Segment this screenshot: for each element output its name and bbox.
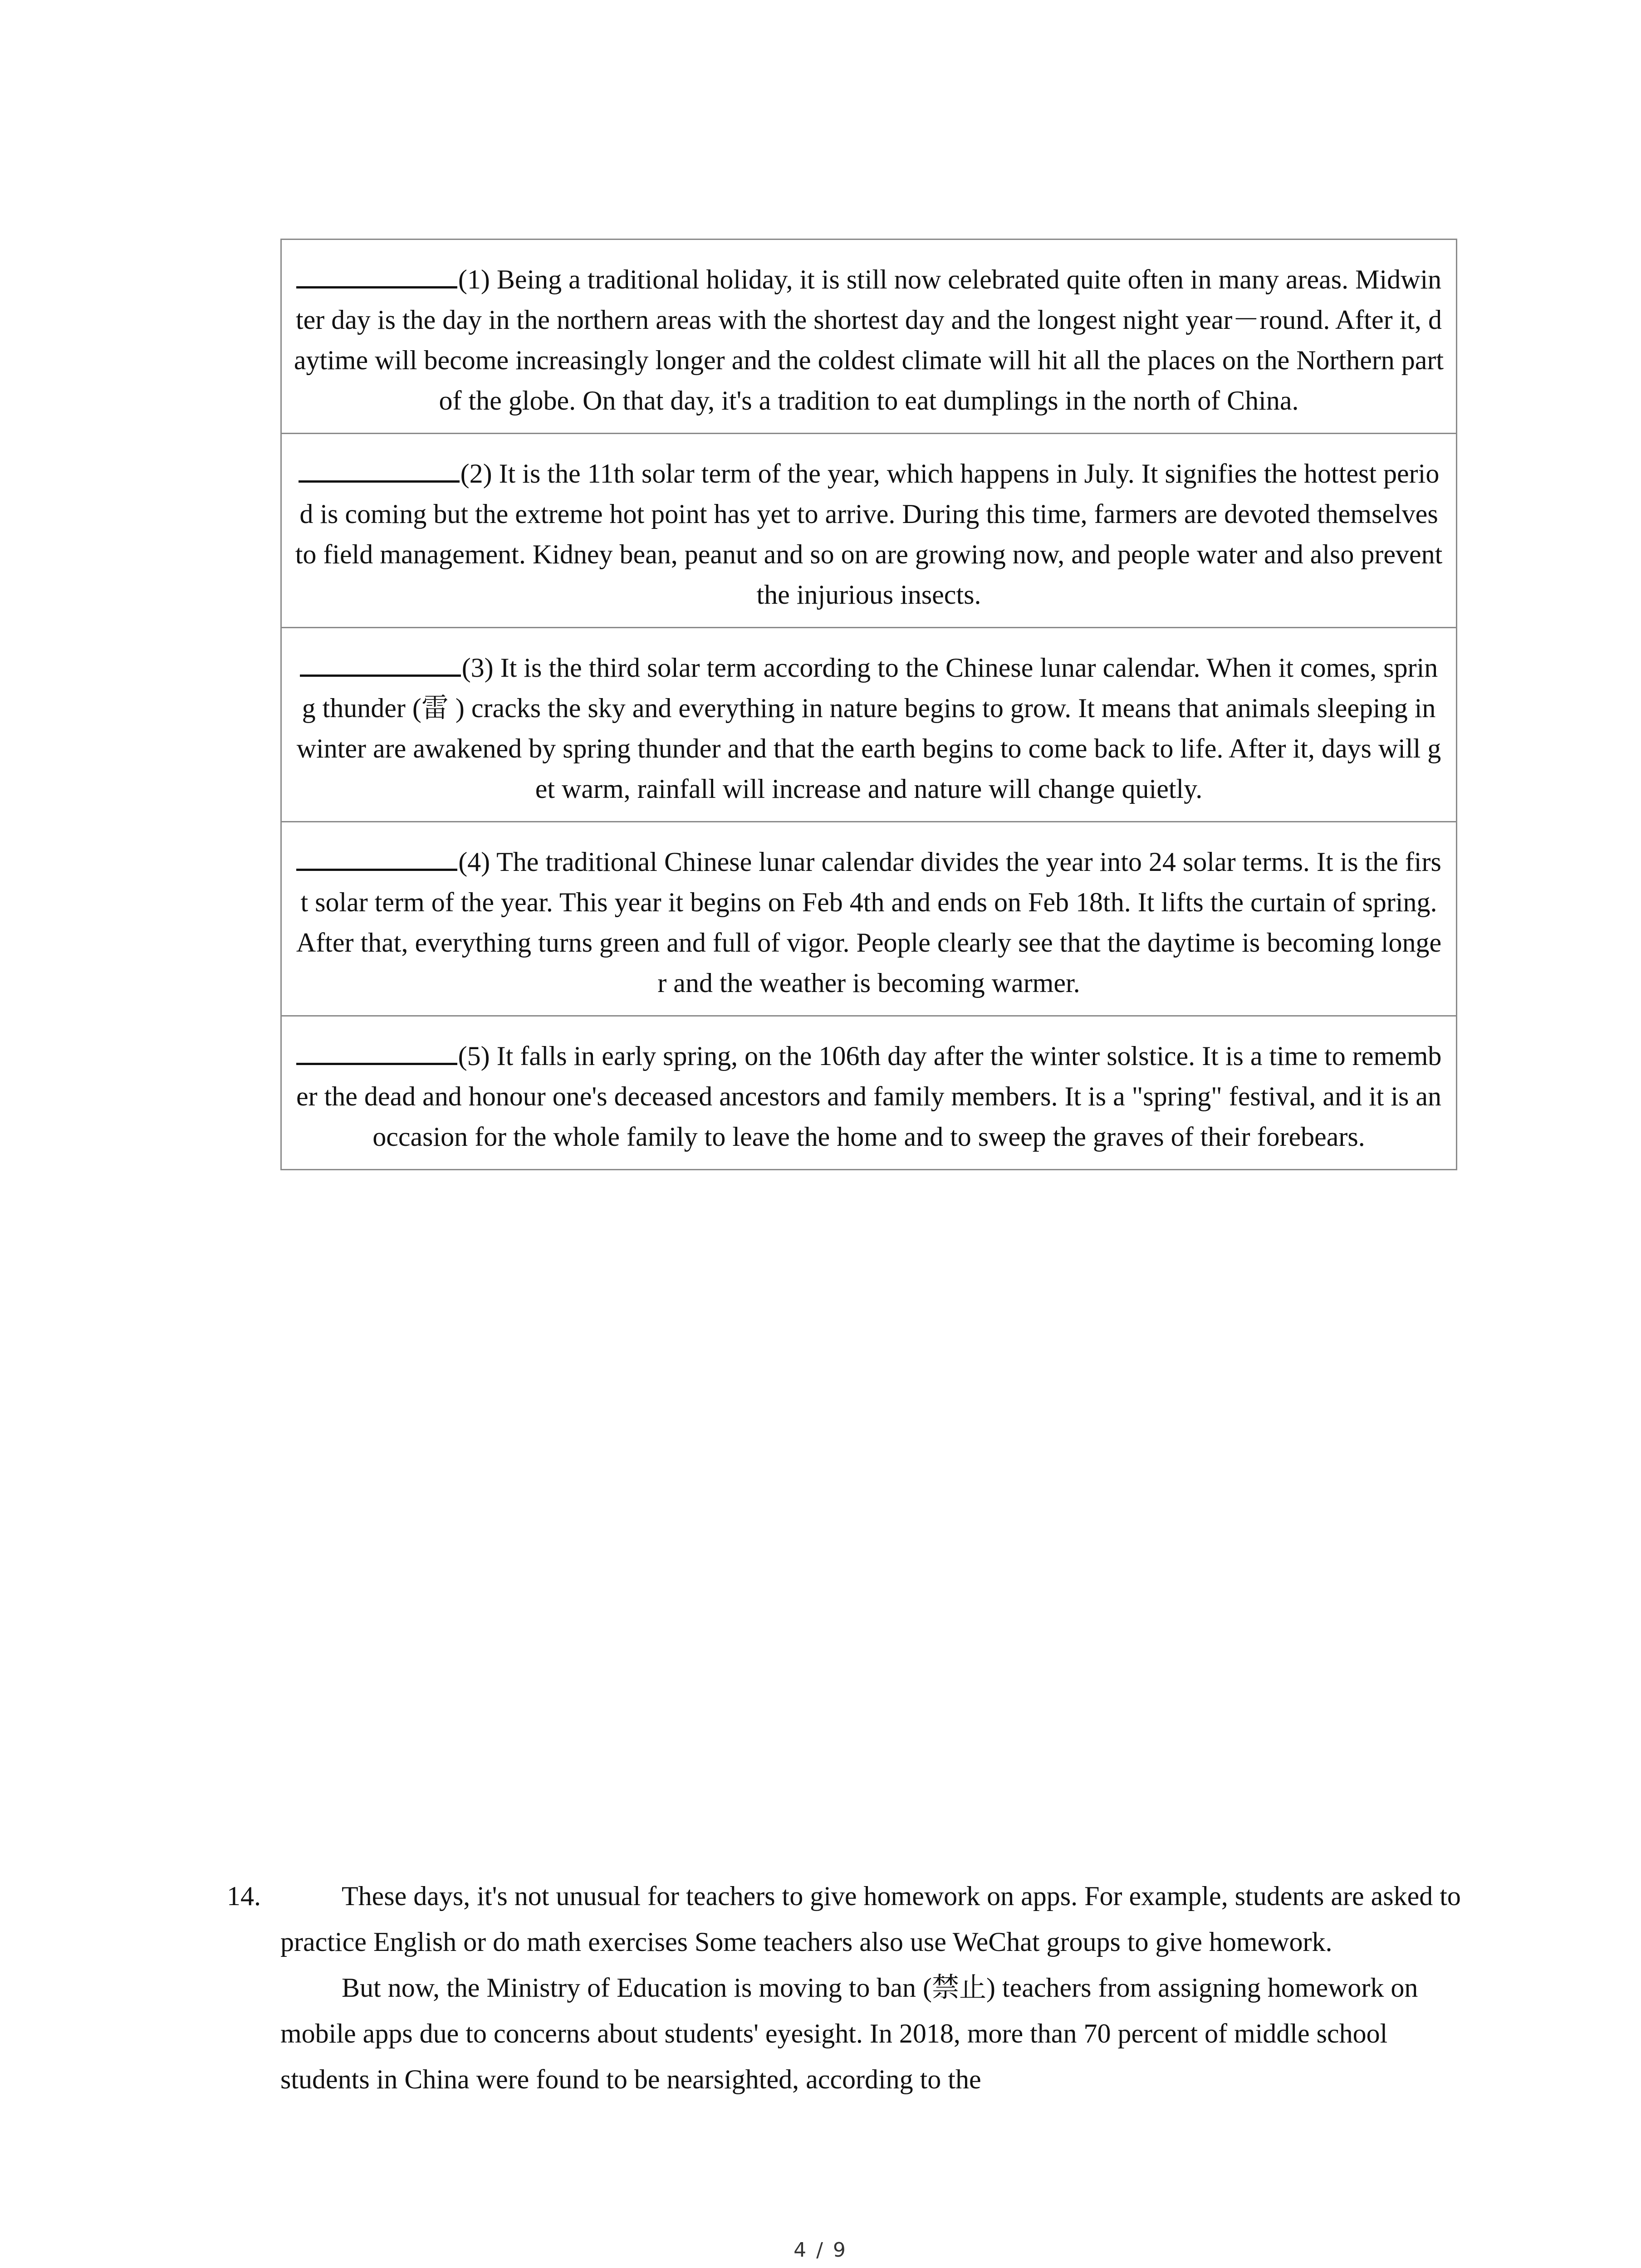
passage-cell <box>281 1016 1457 1170</box>
answer-blank[interactable] <box>299 452 460 483</box>
passage-text: (4) The traditional Chinese lunar calendar divides the year into 24 solar terms. It is the first solar term of the year. This year it begins on Feb 4th and ends on Feb 18th. It lifts the curtain of spring. After that, everything turns green and full of vigor. People clearly see that the daytime is becoming longer and the weather is becoming warmer. <box>296 847 1442 998</box>
solar-terms-table <box>280 239 1457 1170</box>
page-number: 4 / 9 <box>794 2239 847 2262</box>
passage-text: (1) Being a traditional holiday, it is still now celebrated quite often in many areas. Midwinter day is the day in the northern areas with the shortest day and the longest night year－round. After it, daytime will become increasingly longer and the coldest climate will hit all the places on the Northern part of the globe. On that day, it's a tradition to eat dumplings in the north of China. <box>294 264 1444 415</box>
answer-blank[interactable] <box>296 1035 457 1065</box>
answer-blank[interactable] <box>300 646 461 677</box>
question-paragraph: These days, it's not unusual for teachers to give homework on apps. For example, students are asked to practice English or do math exercises Some teachers also use WeChat groups to give homework. <box>280 1881 1461 1957</box>
question-number: 14. <box>227 1881 261 1911</box>
passage-text: (5) It falls in early spring, on the 106th day after the winter solstice. It is a time to remember the dead and honour one's deceased ancestors and family members. It is a "spring" festival, and it is an occasion for the whole family to leave the home and to sweep the graves of their forebears. <box>296 1041 1442 1152</box>
question-paragraph: But now, the Ministry of Education is moving to ban (禁止) teachers from assigning homework on mobile apps due to concerns about students' eyesight. In 2018, more than 70 percent of middle school students in China were found to be nearsighted, according to the <box>280 1973 1418 2094</box>
passage-cell <box>281 240 1457 434</box>
passage-cell <box>281 822 1457 1016</box>
table-row <box>281 1016 1457 1170</box>
question-14 <box>227 1873 1461 2102</box>
table-row <box>281 628 1457 822</box>
question-body <box>280 1873 1461 2102</box>
passage-text: (2) It is the 11th solar term of the year, which happens in July. It signifies the hottest period is coming but the extreme hot point has yet to arrive. During this time, farmers are devoted themselves to field management. Kidney bean, peanut and so on are growing now, and people water and also prevent the injurious insects. <box>295 459 1443 610</box>
table-row <box>281 434 1457 628</box>
table-row <box>281 240 1457 434</box>
table-row <box>281 822 1457 1016</box>
answer-blank[interactable] <box>296 258 457 288</box>
passage-text: (3) It is the third solar term according to the Chinese lunar calendar. When it comes, spring thunder (雷 ) cracks the sky and everything in nature begins to grow. It means that animals sleeping in winter are awakened by spring thunder and that the earth begins to come back to life. After it, days will get warm, rainfall will increase and nature will change quietly. <box>296 653 1441 804</box>
answer-blank[interactable] <box>296 841 457 871</box>
passage-cell <box>281 434 1457 628</box>
passage-cell <box>281 628 1457 822</box>
